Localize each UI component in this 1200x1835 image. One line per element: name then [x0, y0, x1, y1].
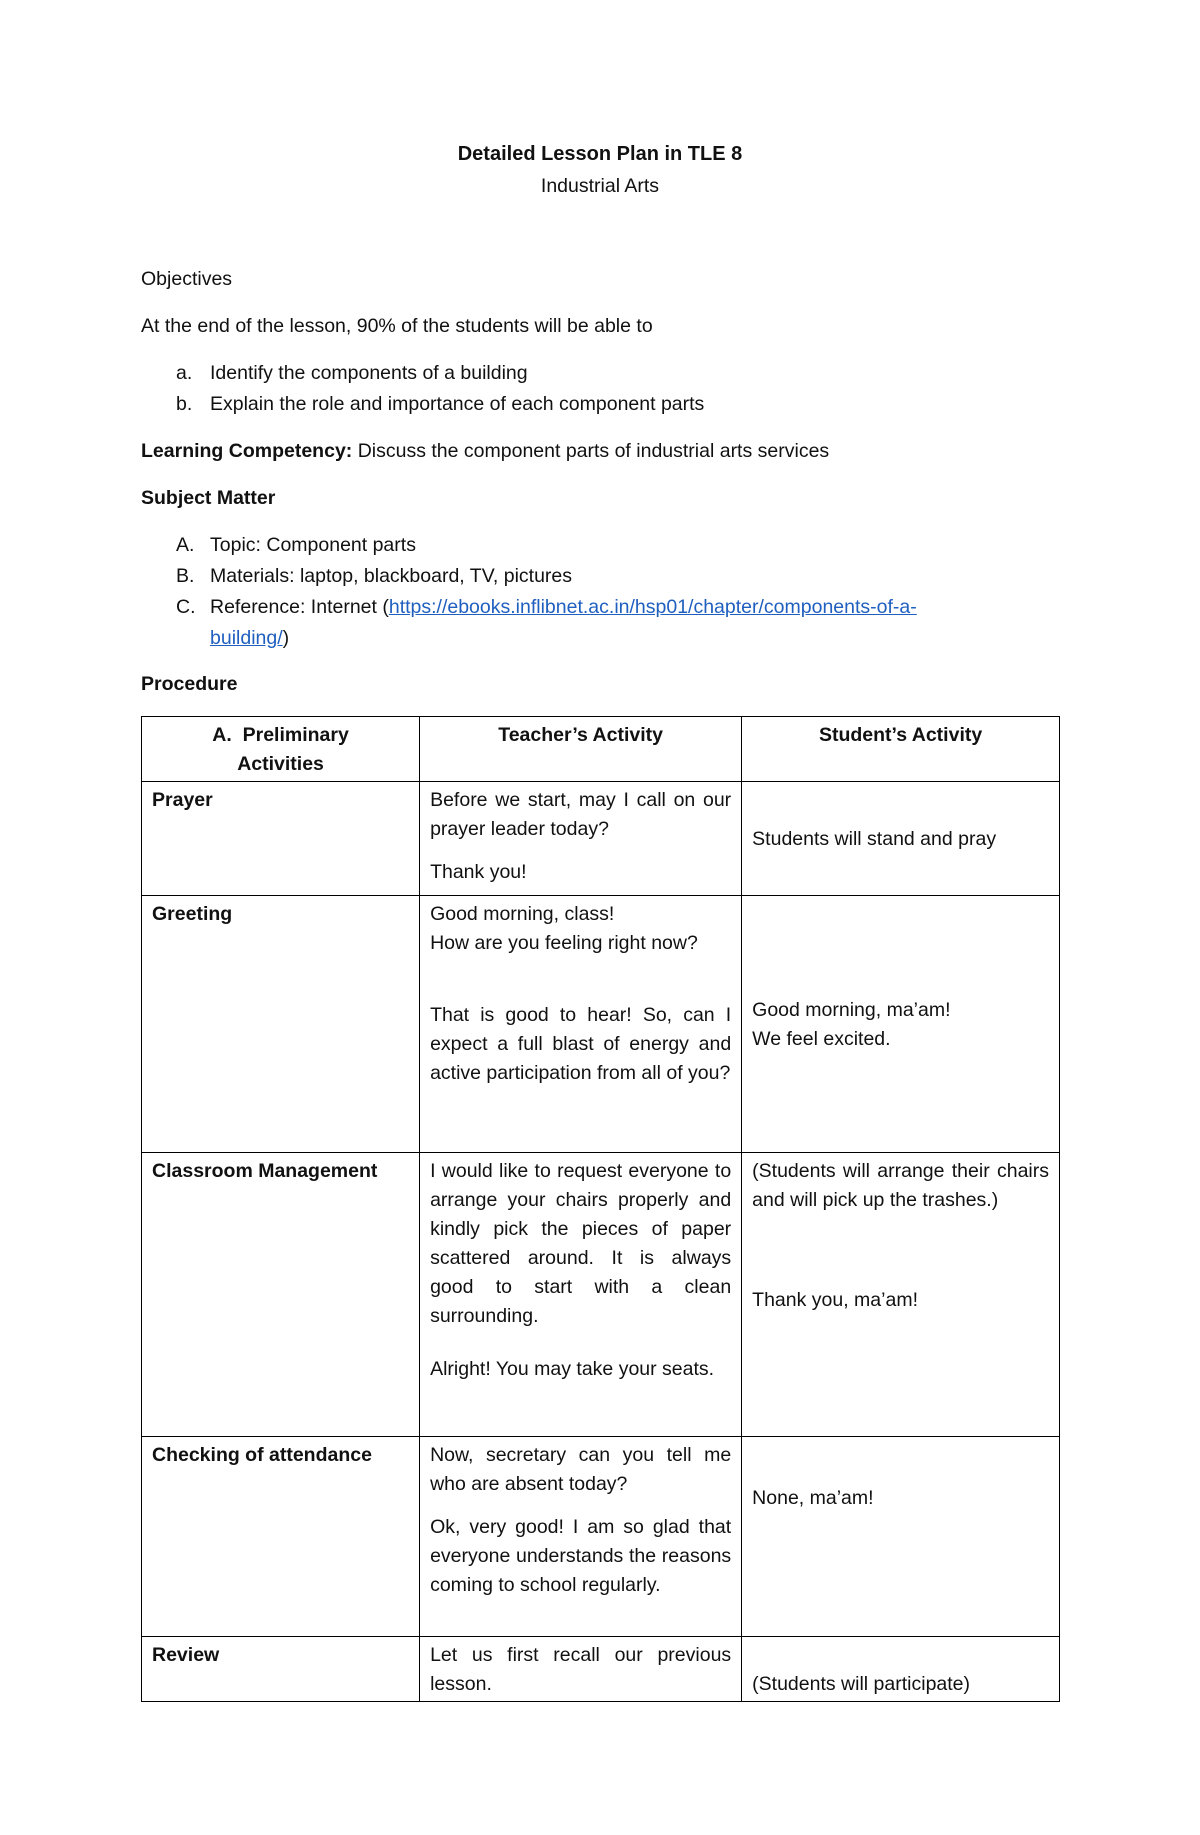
- teacher-text: Good morning, class!: [430, 903, 615, 925]
- row-label-review: Review: [142, 1637, 420, 1702]
- student-text: Thank you, ma’am!: [752, 1289, 918, 1311]
- reference-link-continued[interactable]: building/: [210, 627, 283, 649]
- procedure-heading: Procedure: [141, 673, 238, 695]
- table-row: [142, 896, 1060, 1153]
- teacher-text: Now, secretary can you tell me who are absent today?: [430, 1444, 732, 1495]
- table-row: [142, 1437, 1060, 1637]
- student-activity: [742, 1437, 1060, 1637]
- procedure-table: [141, 716, 1060, 1702]
- student-text: Good morning, ma’am!: [752, 999, 951, 1021]
- student-text: (Students will arrange their chairs and will pick up the trashes.): [752, 1160, 1049, 1211]
- teacher-text: I would like to request everyone to arrange your chairs properly and kindly pick the pieces of paper scattered around. It is always good to start with a clean surrounding.: [430, 1160, 732, 1327]
- competency-text: Discuss the component parts of industrial arts services: [352, 440, 830, 462]
- teacher-text: Ok, very good! I am so glad that everyone understands the reasons coming to school regularly.: [430, 1516, 732, 1596]
- list-marker: C.: [176, 596, 196, 618]
- subject-text: Materials: laptop, blackboard, TV, pictures: [210, 565, 573, 587]
- student-text: None, ma’am!: [752, 1487, 874, 1509]
- student-text: Students will stand and pray: [752, 828, 997, 850]
- row-label-classroom-management: Classroom Management: [142, 1153, 420, 1437]
- subject-item-a: [176, 534, 416, 557]
- student-activity: [742, 896, 1060, 1153]
- table-row: [142, 782, 1060, 896]
- list-marker: A.: [176, 534, 195, 556]
- teacher-text: Let us first recall our previous lesson.: [430, 1644, 732, 1695]
- objectives-intro: At the end of the lesson, 90% of the students will be able to: [141, 315, 653, 337]
- subject-item-c: [176, 596, 917, 619]
- header-teacher-activity: Teacher’s Activity: [420, 717, 742, 782]
- reference-suffix: ): [282, 627, 290, 649]
- list-marker: B.: [176, 565, 195, 587]
- subject-text: Reference: Internet (: [210, 596, 389, 618]
- teacher-text: Thank you!: [430, 861, 527, 883]
- list-marker: a.: [176, 362, 193, 384]
- objective-text: Identify the components of a building: [210, 362, 528, 384]
- teacher-activity: [420, 782, 742, 896]
- subject-matter-heading: Subject Matter: [141, 487, 276, 509]
- header-text: Preliminary: [242, 724, 349, 746]
- teacher-text: Before we start, may I call on our prayer leader today?: [430, 789, 732, 840]
- row-label-checking-of-attendance: Checking of attendance: [142, 1437, 420, 1637]
- teacher-text: That is good to hear! So, can I expect a full blast of energy and active participation from all of you?: [430, 1004, 732, 1084]
- objective-item-b: [176, 393, 704, 416]
- subject-item-b: [176, 565, 572, 588]
- header-student-activity: Student’s Activity: [742, 717, 1060, 782]
- objective-text: Explain the role and importance of each component parts: [210, 393, 705, 415]
- objective-item-a: [176, 362, 528, 385]
- reference-link[interactable]: https://ebooks.inflibnet.ac.in/hsp01/chapter/components-of-a-: [388, 596, 917, 618]
- teacher-text: How are you feeling right now?: [430, 932, 698, 954]
- subject-item-c-continued: [210, 627, 289, 650]
- subject-text: Topic: Component parts: [210, 534, 416, 556]
- teacher-activity: [420, 1637, 742, 1702]
- teacher-activity: [420, 1437, 742, 1637]
- document-title: Detailed Lesson Plan in TLE 8: [457, 143, 743, 165]
- student-activity: [742, 782, 1060, 896]
- student-text: We feel excited.: [752, 1028, 891, 1050]
- table-header-row: [142, 717, 1060, 782]
- objectives-heading: Objectives: [141, 268, 233, 290]
- student-text: (Students will participate): [752, 1673, 971, 1695]
- teacher-text: Alright! You may take your seats.: [430, 1358, 715, 1380]
- header-marker: A.: [212, 724, 232, 746]
- list-marker: b.: [176, 393, 193, 415]
- student-activity: [742, 1637, 1060, 1702]
- header-text: Activities: [237, 753, 324, 775]
- document-subtitle: Industrial Arts: [540, 175, 660, 197]
- teacher-activity: [420, 896, 742, 1153]
- teacher-activity: [420, 1153, 742, 1437]
- row-label-prayer: Prayer: [142, 782, 420, 896]
- competency-label: Learning Competency:: [141, 440, 353, 462]
- header-preliminary-activities: [142, 717, 420, 782]
- table-row: [142, 1153, 1060, 1437]
- row-label-greeting: Greeting: [142, 896, 420, 1153]
- student-activity: [742, 1153, 1060, 1437]
- learning-competency: [141, 440, 829, 463]
- table-row: [142, 1637, 1060, 1702]
